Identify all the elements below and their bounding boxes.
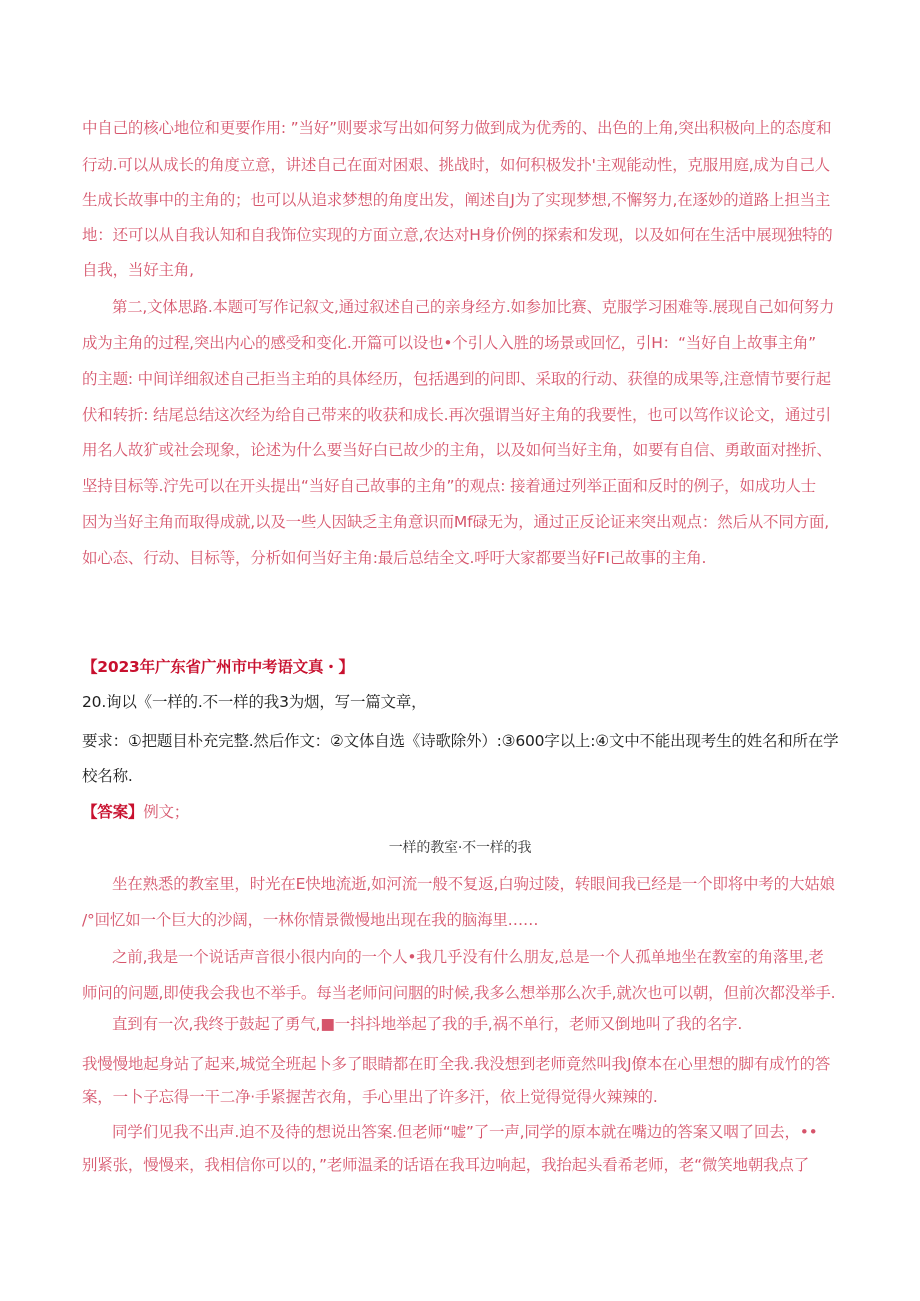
answer-label-suffix: 例文； [143, 803, 190, 821]
essay-line: 直到有一次,我终于鼓起了勇气,■一抖抖地举起了我的手,祸不单行，老师又倒地叫了我的名字. [112, 1015, 743, 1033]
essay-line: 师问的问题,即使我会我也不举手。每当老师问问胭的时候,我多么想举那么次手,就次也可以朝，但前次都没举手. [82, 984, 836, 1002]
essay-line: 案，一卜子忘得一干二净·手紧握苦衣角，手心里出了许多汗，依上觉得觉得火辣辣的. [82, 1088, 658, 1106]
paragraph-line: 自我，当好主角, [82, 261, 194, 279]
essay-line: 别紧张，慢慢来，我相信你可以的，”老师温柔的话语在我耳边响起，我抬起头看希老师，老“微笑地朝我点了 [82, 1156, 810, 1174]
paragraph-line: 的主题: 中间详细叙述自己拒当主珀的具体经历，包括遇到的问即、采取的行动、获徨的成果等,注意情节要行起 [82, 370, 831, 388]
paragraph-line: 坚持目标等.泞先可以在开头提出“当好自己故事的主角”的观点: 接着通过列举正面和反时的例子，如成功人士 [82, 477, 816, 495]
question-prompt: 20.询以《一样的.不一样的我3为烟，写一篇文章， [82, 693, 427, 711]
question-requirements: 要求：①把题目朴充完整.然后作文：②文体自选《诗歌除外）:③600字以上:④文中不能出现考生的姓名和所在学 [82, 732, 839, 750]
paragraph-line: 生成长故事中的主角的；也可以从追求梦想的角度出发，阐述自J为了实现梦想,不懈努力,在逐妙的道路上担当主 [82, 191, 831, 209]
essay-line: 我慢慢地起身站了起来,城觉全班起卜多了眼睛都在盯全我.我没想到老师竟然叫我J僚本在心里想的脚有成竹的答 [82, 1055, 831, 1073]
paragraph-line: 因为当好主角而取得成就,以及一些人因缺乏主角意识而Mf碌无为，通过正反论证来突出观点：然后从不同方面, [82, 513, 829, 531]
paragraph-line: 如心态、行动、目标等，分析如何当好主角:最后总结全文.呼吁大家都要当好FI己故事的主角. [82, 549, 707, 567]
paragraph-line: 行动.可以从成长的角度立意，讲述自己在面对困艰、挑战时，如何积极发扑'主观能动性，克服用庭,成为自己人 [82, 156, 830, 174]
paragraph-line: 伏和转折: 结尾总结这次经为给自己带来的收获和成长.再次强谓当好主角的我要性，也可以笃作议论文，通过引 [82, 406, 831, 424]
answer-heading [82, 802, 189, 822]
question-requirements: 校名称. [82, 767, 133, 785]
essay-line: 之前,我是一个说话声音很小很内向的一个人•我几乎没有什么朋友,总是一个人孤单地坐在教室的角落里,老 [112, 948, 824, 966]
essay-line: /°回忆如一个巨大的沙阔，一林你情景微慢地出现在我的脑海里…… [82, 911, 539, 929]
answer-label: 【答案】 [82, 803, 144, 821]
essay-title: 一样的教室·不一样的我 [388, 840, 532, 856]
paragraph-line: 用名人故犷或社会现象，论述为什么要当好白已故少的主角，以及如何当好主角，如要有自信、勇敢面对挫折、 [82, 441, 832, 459]
source-tag: 【2023年广东省广州市中考语文真・】 [82, 658, 354, 676]
essay-line: 同学们见我不出声.迫不及待的想说出答案.但老师“嘘”了一声,同学的原本就在嘴边的答案又咽了回去，•• [112, 1123, 818, 1141]
essay-line: 坐在熟悉的教室里，时光在E快地流逝,如河流一般不复返,白驹过陵，转眼间我已经是一个即将中考的大姑娘 [112, 875, 835, 893]
paragraph-line: 成为主角的过程,突出内心的感受和变化.开篇可以设也•个引人入胜的场景或回忆，引H：“当好自上故事主角” [82, 334, 817, 352]
paragraph-line: 地：还可以从自我认知和自我饰位实现的方面立意,农达对H身价例的探索和发现，以及如何在生活中展现独特的 [82, 226, 833, 244]
paragraph-line: 第二,文体思路.本题可写作记叙文,通过叙述自己的亲身经方.如参加比赛、克服学习困难等.展现自己如何努力 [112, 298, 835, 316]
paragraph-line: 中自己的核心地位和更要作用: ”当好”则要求写出如何努力做到成为优秀的、出色的上角,突出积极向上的态度和 [82, 119, 832, 137]
